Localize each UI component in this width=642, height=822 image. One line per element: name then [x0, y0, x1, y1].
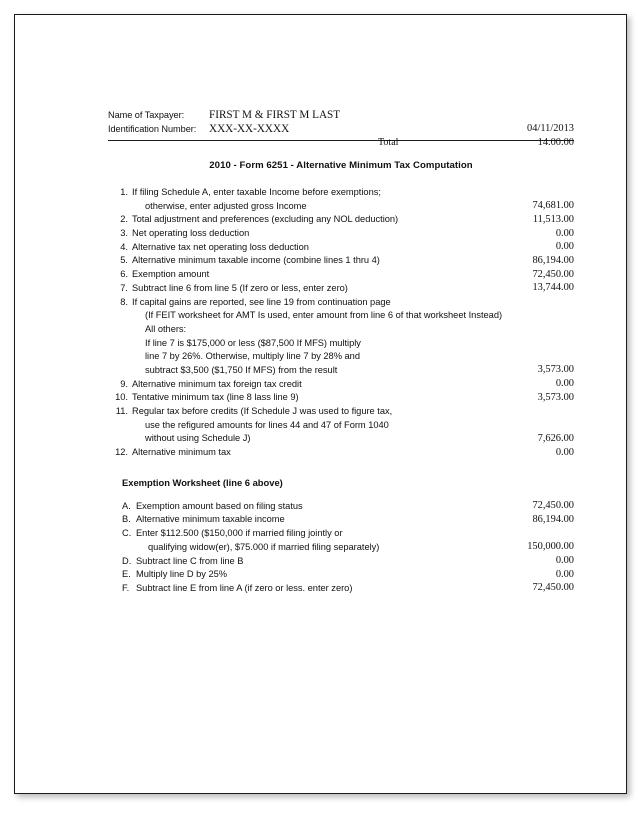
form-line-text: Tentative minimum tax (line 8 lass line 9) — [132, 392, 299, 403]
form-line-row — [108, 310, 574, 324]
form-line-row — [108, 420, 574, 434]
form-line-row — [108, 338, 574, 352]
form-line-amount: 0.00 — [555, 227, 574, 239]
form-line-row — [108, 201, 574, 215]
form-line-row — [108, 379, 574, 393]
form-line-text: Alternative minimum tax foreign tax credit — [132, 378, 302, 389]
name-of-taxpayer-value: FIRST M & FIRST M LAST — [209, 109, 341, 121]
worksheet-row — [108, 556, 574, 570]
form-line-number: 3. — [120, 228, 128, 239]
form-line-text: If filing Schedule A, enter taxable Income before exemptions; — [132, 187, 381, 197]
form-line-number: 12. — [115, 447, 128, 458]
worksheet-row-text: Exemption amount based on filing status — [136, 500, 303, 511]
form-line-row — [108, 214, 574, 228]
worksheet-row-letter: C. — [122, 528, 132, 539]
total-label: Total — [378, 137, 399, 148]
form-line-text: (If FEIT worksheet for AMT Is used, enter amount from line 6 of that worksheet Instead) — [145, 310, 503, 321]
identification-number-label: Identification Number: — [108, 124, 197, 134]
form-line-row — [108, 187, 574, 201]
form-line-number: 9. — [120, 378, 128, 389]
document-page — [14, 14, 627, 794]
form-line-row — [108, 433, 574, 447]
worksheet-row-text: Multiply line D by 25% — [136, 569, 228, 580]
form-line-text: Alternative tax net operating loss deduction — [132, 241, 309, 252]
worksheet-row-text: Enter $112.500 ($150,000 if married filing jointly or — [136, 528, 343, 539]
worksheet-spacer — [108, 491, 574, 501]
form-line-amount: 86,194.00 — [532, 254, 574, 266]
form-line-number: 7. — [120, 282, 128, 293]
form-line-amount: 0.00 — [555, 446, 574, 458]
form-line-row — [108, 406, 574, 420]
form-line-number: 8. — [120, 296, 128, 307]
form-line-text: use the refigured amounts for lines 44 and 47 of Form 1040 — [145, 419, 389, 430]
form-line-text: Total adjustment and preferences (excluding any NOL deduction) — [132, 214, 399, 225]
worksheet-row-text: Subtract line E from line A (if zero or less. enter zero) — [136, 582, 353, 593]
worksheet-row-amount: 0.00 — [555, 568, 574, 580]
form-line-text: Alternative minimum taxable income (combine lines 1 thru 4) — [132, 255, 380, 266]
form-line-amount: 3,573.00 — [537, 391, 574, 403]
form-line-row — [108, 447, 574, 461]
form-line-amount: 7,626.00 — [537, 432, 574, 444]
worksheet-row-letter: B. — [122, 514, 131, 525]
form-line-number: 4. — [120, 241, 128, 252]
worksheet-row — [108, 501, 574, 515]
document-date: 04/11/2013 — [527, 123, 574, 134]
form-line-text: Exemption amount — [132, 269, 210, 280]
form-line-text: All others: — [145, 323, 187, 334]
form-line-row — [108, 365, 574, 379]
form-line-amount: 72,450.00 — [532, 268, 574, 280]
form-line-row — [108, 324, 574, 338]
name-of-taxpayer-label: Name of Taxpayer: — [108, 110, 185, 120]
form-line-text: Subtract line 6 from line 5 (If zero or less, enter zero) — [132, 282, 348, 293]
form-line-text: line 7 by 26%. Otherwise, multiply line 7 by 28% and — [145, 351, 360, 362]
form-line-number: 1. — [120, 187, 128, 197]
form-line-amount: 74,681.00 — [532, 200, 574, 212]
worksheet-heading: Exemption Worksheet (line 6 above) — [122, 476, 283, 488]
document-content — [108, 109, 574, 597]
worksheet-row-text: Subtract line C from line B — [136, 555, 244, 566]
form-line-number: 2. — [120, 214, 128, 225]
worksheet-row-amount: 86,194.00 — [532, 513, 574, 525]
form-line-amount: 0.00 — [555, 241, 574, 253]
form-line-text: without using Schedule J) — [145, 433, 251, 444]
form-line-amount: 3,573.00 — [537, 364, 574, 376]
worksheet-row-amount: 72,450.00 — [532, 582, 574, 594]
form-line-number: 5. — [120, 255, 128, 266]
form-line-row — [108, 269, 574, 283]
worksheet-row — [108, 514, 574, 528]
header-row-identification — [108, 123, 574, 148]
form-line-text: otherwise, enter adjusted gross Income — [145, 200, 307, 211]
worksheet-row-text: qualifying widow(er), $75.000 if married filing separately) — [148, 541, 380, 552]
worksheet-row-text: Alternative minimum taxable income — [136, 514, 285, 525]
worksheet-row — [108, 569, 574, 583]
form-line-number: 6. — [120, 269, 128, 280]
form-line-text: Regular tax before credits (If Schedule J was used to figure tax, — [132, 406, 393, 416]
form-line-amount: 13,744.00 — [532, 282, 574, 294]
form-line-number: 10. — [115, 392, 128, 403]
worksheet-row-letter: E. — [122, 569, 131, 580]
form-line-text: If line 7 is $175,000 or less ($87,500 If MFS) multiply — [145, 337, 361, 348]
taxpayer-header — [108, 109, 574, 148]
worksheet-row-letter: F. — [122, 582, 130, 593]
worksheet-row-letter: A. — [122, 500, 131, 511]
form-lines-list — [108, 187, 574, 461]
header-divider — [108, 140, 574, 141]
form-line-row — [108, 228, 574, 242]
form-line-row — [108, 242, 574, 256]
worksheet-row-amount: 72,450.00 — [532, 500, 574, 512]
identification-number-value: XXX-XX-XXXX — [209, 123, 290, 135]
form-line-amount: 11,513.00 — [532, 213, 574, 225]
page-title: 2010 - Form 6251 - Alternative Minimum Tax Computation — [209, 160, 473, 171]
worksheet-rows-list — [108, 501, 574, 597]
worksheet-row — [108, 542, 574, 556]
form-line-text: subtract $3,500 ($1,750 If MFS) from the result — [145, 364, 338, 375]
worksheet-row — [108, 528, 574, 542]
worksheet-row-amount: 150,000.00 — [527, 541, 574, 553]
form-line-row — [108, 283, 574, 297]
form-line-number: 11. — [115, 406, 128, 416]
form-line-text: If capital gains are reported, see line 19 from continuation page — [132, 296, 391, 307]
worksheet-row-letter: D. — [122, 555, 132, 566]
form-line-text: Alternative minimum tax — [132, 447, 231, 458]
form-line-row — [108, 297, 574, 311]
form-line-row — [108, 392, 574, 406]
form-line-row — [108, 255, 574, 269]
worksheet-row-amount: 0.00 — [555, 555, 574, 566]
worksheet-row — [108, 583, 574, 597]
total-value: 14.00.00 — [537, 137, 574, 148]
form-line-amount: 0.00 — [555, 378, 574, 390]
form-line-text: Net operating loss deduction — [132, 228, 250, 239]
form-line-row — [108, 351, 574, 365]
